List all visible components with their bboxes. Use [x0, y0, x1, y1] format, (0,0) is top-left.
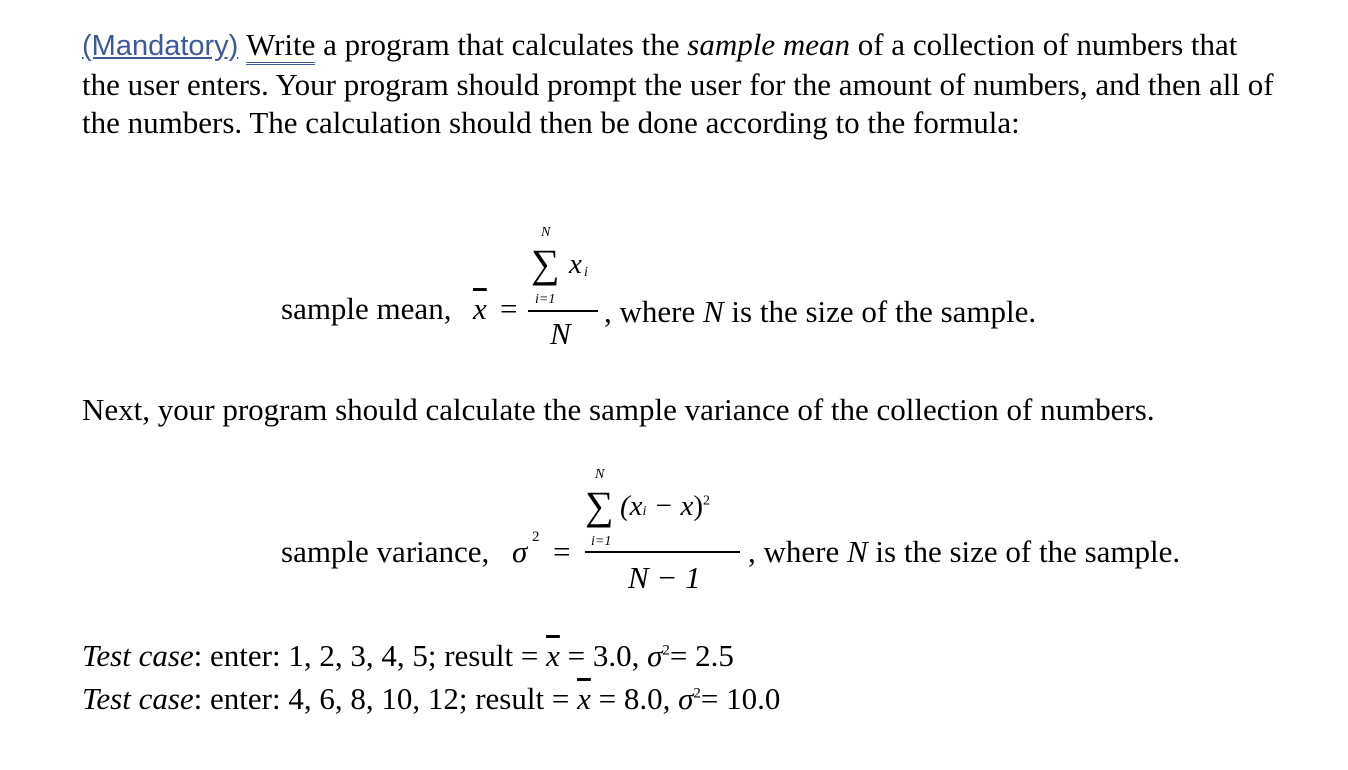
mean-equals: =	[500, 291, 518, 326]
mean-denominator: N	[550, 316, 571, 351]
test-case-variance: = 10.0	[700, 681, 781, 716]
variance-label: sample variance,	[281, 534, 490, 569]
variance-fraction-bar	[585, 551, 740, 553]
test-case-enter: : enter: 4, 6, 8, 10, 12; result =	[193, 681, 578, 716]
mandatory-tag: (Mandatory)	[82, 30, 239, 62]
variance-suffix	[748, 536, 1180, 567]
mean-suffix-rest: is the size of the sample.	[723, 294, 1037, 329]
variance-suffix-rest: is the size of the sample.	[867, 534, 1181, 569]
mean-suffix-where: where	[611, 294, 703, 329]
mean-sum-lower: i=1	[535, 292, 556, 307]
variance-sum-sign: ∑	[585, 483, 614, 528]
variance-numer-sq: 2	[703, 493, 711, 509]
variance-numer-xbar: − x	[646, 490, 694, 522]
write-word: Write	[246, 27, 315, 65]
variance-sigma: σ	[512, 534, 528, 569]
test-case-sigma: σ	[647, 638, 663, 673]
test-case-xbar: $\overline{x}$	[546, 638, 560, 673]
test-case-sigma: σ	[678, 681, 694, 716]
test-case-label: Test case	[82, 638, 194, 673]
mean-label: sample mean,	[281, 291, 452, 326]
variance-numer-sub: i	[642, 504, 647, 519]
test-case-2	[82, 683, 780, 714]
variance-denominator: N − 1	[628, 560, 701, 595]
test-case-sigma-sq: 2	[662, 642, 670, 659]
test-case-sigma-sq: 2	[693, 685, 701, 702]
variance-numer-close: )	[693, 490, 704, 522]
mean-sum-sign: ∑	[531, 241, 560, 286]
test-case-mean: = 8.0,	[590, 681, 679, 716]
mean-suffix-n: N	[702, 294, 724, 329]
variance-suffix-n: N	[846, 534, 868, 569]
intro-text-2: of a collection of numbers that the user enters. Your program should prompt the user for the amount of numbers, and then all of the numbers. The calculation should then be done according to the formula:	[82, 27, 1274, 140]
test-case-1	[82, 640, 734, 671]
test-case-xbar: $\overline{x}$	[577, 681, 591, 716]
mean-xbar: $\overline{x}$	[473, 291, 487, 326]
variance-numerator	[620, 492, 710, 521]
mean-fraction-bar	[528, 310, 598, 312]
mean-term-sub: i	[584, 265, 588, 280]
variance-suffix-comma: ,	[748, 534, 756, 569]
variance-equals: =	[553, 534, 571, 569]
mean-suffix	[604, 296, 1036, 327]
test-case-variance: = 2.5	[669, 638, 734, 673]
mean-term-x: x	[569, 248, 582, 280]
mean-suffix-comma: ,	[604, 294, 612, 329]
variance-numer-x: (x	[620, 490, 643, 522]
variance-sum-upper: N	[595, 467, 605, 482]
next-paragraph: Next, your program should calculate the sample variance of the collection of numbers.	[82, 392, 1155, 427]
variance-sum-lower: i=1	[591, 534, 612, 549]
intro-text-1: a program that calculates the	[315, 27, 688, 62]
test-case-label: Test case	[82, 681, 194, 716]
test-case-enter: : enter: 1, 2, 3, 4, 5; result =	[193, 638, 547, 673]
variance-sigma-sq: 2	[532, 529, 540, 545]
sample-mean-emphasis: sample mean	[687, 27, 850, 62]
mean-sum-upper: N	[541, 225, 551, 240]
variance-suffix-where: where	[755, 534, 847, 569]
intro-paragraph	[82, 26, 1282, 143]
test-case-mean: = 3.0,	[559, 638, 648, 673]
